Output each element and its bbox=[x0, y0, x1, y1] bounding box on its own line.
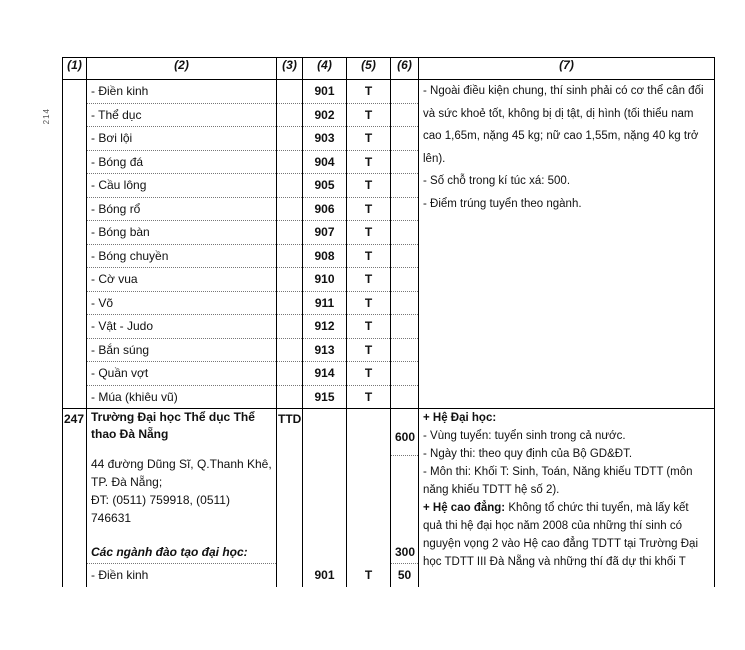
major-code: 901 bbox=[303, 80, 347, 104]
section-quota: 300 bbox=[391, 541, 419, 564]
exam-block: T bbox=[347, 197, 391, 221]
note-line: - Môn thi: Khối T: Sinh, Toán, Năng khiếu TDTT (môn năng khiếu TDTT hệ số 2). bbox=[423, 466, 693, 496]
header-col-4: (4) bbox=[303, 58, 347, 80]
id-cell bbox=[63, 103, 87, 127]
major-name: - Bóng bàn bbox=[87, 221, 277, 245]
id-cell bbox=[63, 338, 87, 362]
code-cell bbox=[277, 150, 303, 174]
header-col-5: (5) bbox=[347, 58, 391, 80]
exam-block: T bbox=[347, 362, 391, 386]
header-row bbox=[63, 58, 715, 80]
code-cell bbox=[303, 409, 347, 564]
exam-block: T bbox=[347, 291, 391, 315]
major-name: - Bóng chuyền bbox=[87, 244, 277, 268]
college-note bbox=[423, 499, 710, 571]
code-cell bbox=[277, 338, 303, 362]
note-line: - Số chỗ trong kí túc xá: 500. bbox=[423, 175, 571, 187]
university-id: 247 bbox=[63, 409, 87, 587]
college-text: Không tổ chức thi tuyển, mà lấy kết quả thi hệ đại học năm 2008 của những thí sinh có nguyện vọng 2 vào Hệ cao đẳng TDTT tại Trường Đại học TDTT III Đà Nẵng và những thí đã dự thi khối T bbox=[423, 502, 698, 568]
quota-cell bbox=[391, 174, 419, 198]
code-cell bbox=[277, 244, 303, 268]
admission-table bbox=[62, 57, 715, 587]
major-name: - Quần vợt bbox=[87, 362, 277, 386]
id-cell bbox=[63, 221, 87, 245]
major-code: 912 bbox=[303, 315, 347, 339]
major-name: - Điền kinh bbox=[87, 564, 277, 587]
header-col-3: (3) bbox=[277, 58, 303, 80]
quota-cell bbox=[391, 268, 419, 292]
exam-block: T bbox=[347, 174, 391, 198]
major-name: - Điền kinh bbox=[87, 80, 277, 104]
quota-cell bbox=[391, 362, 419, 386]
exam-block: T bbox=[347, 338, 391, 362]
university-quota: 600 bbox=[391, 409, 419, 456]
note-line: - Vùng tuyển: tuyển sinh trong cả nước. bbox=[423, 430, 626, 442]
major-code: 914 bbox=[303, 362, 347, 386]
quota-cell bbox=[391, 291, 419, 315]
code-cell bbox=[277, 221, 303, 245]
university-code: TTD bbox=[277, 409, 303, 587]
code-cell bbox=[277, 174, 303, 198]
university-row bbox=[63, 409, 715, 456]
code-cell bbox=[277, 268, 303, 292]
major-code: 910 bbox=[303, 268, 347, 292]
header-col-6: (6) bbox=[391, 58, 419, 80]
notes-title: + Hệ Đại học: bbox=[423, 412, 497, 424]
college-title: + Hệ cao đẳng: bbox=[423, 502, 506, 514]
note-line: - Ngày thi: theo quy định của Bộ GD&ĐT. bbox=[423, 448, 633, 460]
quota-cell bbox=[391, 338, 419, 362]
notes-cell bbox=[419, 80, 715, 409]
code-cell bbox=[277, 197, 303, 221]
university-address-block bbox=[87, 455, 277, 541]
id-cell bbox=[63, 127, 87, 151]
code-cell bbox=[277, 103, 303, 127]
code-cell bbox=[277, 127, 303, 151]
major-code: 913 bbox=[303, 338, 347, 362]
major-name: - Cờ vua bbox=[87, 268, 277, 292]
major-code: 907 bbox=[303, 221, 347, 245]
major-code: 903 bbox=[303, 127, 347, 151]
university-notes bbox=[419, 409, 715, 587]
quota-cell bbox=[391, 127, 419, 151]
major-code: 902 bbox=[303, 103, 347, 127]
header-col-7: (7) bbox=[419, 58, 715, 80]
id-cell bbox=[63, 80, 87, 104]
note-line: - Ngoài điều kiện chung, thí sinh phải có cơ thể cân đối và sức khoẻ tốt, không bị dị tật, dị hình (tối thiểu nam cao 1,65m, nặng 45 kg; nữ cao 1,55m, nặng 40 kg trở lên). bbox=[423, 85, 704, 165]
code-cell bbox=[277, 80, 303, 104]
exam-block: T bbox=[347, 564, 391, 587]
exam-block: T bbox=[347, 385, 391, 409]
id-cell bbox=[63, 385, 87, 409]
quota-cell bbox=[391, 197, 419, 221]
code-cell bbox=[277, 362, 303, 386]
exam-block: T bbox=[347, 244, 391, 268]
university-address: 44 đường Dũng Sĩ, Q.Thanh Khê, TP. Đà Nẵng; bbox=[91, 457, 272, 489]
major-code: 915 bbox=[303, 385, 347, 409]
exam-block: T bbox=[347, 315, 391, 339]
quota-cell bbox=[391, 244, 419, 268]
id-cell bbox=[63, 315, 87, 339]
quota-cell bbox=[391, 150, 419, 174]
major-code: 906 bbox=[303, 197, 347, 221]
quota-cell bbox=[391, 80, 419, 104]
quota-cell bbox=[391, 221, 419, 245]
major-name: - Thể dục bbox=[87, 103, 277, 127]
section-heading: Các ngành đào tạo đại học: bbox=[87, 541, 277, 564]
major-name: - Cầu lông bbox=[87, 174, 277, 198]
exam-block: T bbox=[347, 221, 391, 245]
major-name: - Bơi lội bbox=[87, 127, 277, 151]
major-quota: 50 bbox=[391, 564, 419, 587]
table-row bbox=[63, 80, 715, 104]
major-name: - Vật - Judo bbox=[87, 315, 277, 339]
code-cell bbox=[277, 315, 303, 339]
quota-cell bbox=[391, 315, 419, 339]
major-code: 901 bbox=[303, 564, 347, 587]
id-cell bbox=[63, 244, 87, 268]
exam-block: T bbox=[347, 268, 391, 292]
block-cell bbox=[347, 409, 391, 564]
id-cell bbox=[63, 197, 87, 221]
exam-block: T bbox=[347, 127, 391, 151]
id-cell bbox=[63, 291, 87, 315]
exam-block: T bbox=[347, 80, 391, 104]
major-name: - Bóng đá bbox=[87, 150, 277, 174]
note-line: - Điểm trúng tuyển theo ngành. bbox=[423, 197, 582, 210]
quota-cell bbox=[391, 455, 419, 541]
id-cell bbox=[63, 174, 87, 198]
id-cell bbox=[63, 362, 87, 386]
id-cell bbox=[63, 150, 87, 174]
id-cell bbox=[63, 268, 87, 292]
header-col-2: (2) bbox=[87, 58, 277, 80]
university-phone: ĐT: (0511) 759918, (0511) 746631 bbox=[91, 493, 230, 525]
major-name: - Múa (khiêu vũ) bbox=[87, 385, 277, 409]
university-name: Trường Đại học Thể dục Thể thao Đà Nẵng bbox=[87, 409, 277, 456]
major-name: - Võ bbox=[87, 291, 277, 315]
exam-block: T bbox=[347, 150, 391, 174]
major-code: 911 bbox=[303, 291, 347, 315]
exam-block: T bbox=[347, 103, 391, 127]
major-code: 908 bbox=[303, 244, 347, 268]
major-name: - Bóng rổ bbox=[87, 197, 277, 221]
code-cell bbox=[277, 291, 303, 315]
header-col-1: (1) bbox=[63, 58, 87, 80]
page-number: 214 bbox=[42, 108, 51, 125]
code-cell bbox=[277, 385, 303, 409]
quota-cell bbox=[391, 385, 419, 409]
major-code: 904 bbox=[303, 150, 347, 174]
major-code: 905 bbox=[303, 174, 347, 198]
quota-cell bbox=[391, 103, 419, 127]
major-name: - Bắn súng bbox=[87, 338, 277, 362]
